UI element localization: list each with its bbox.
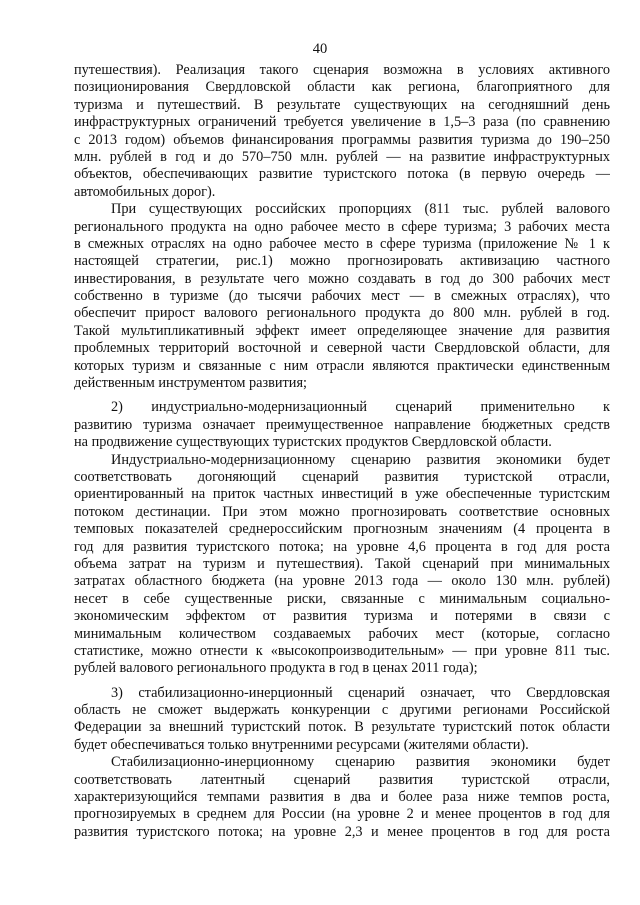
text-line: ориентированный на приток частных инвестиций в уже обеспеченные туристским — [74, 486, 610, 503]
text-line: статистике, можно отнести к «высокопроизводительным» — при уровне 811 тыс. — [74, 642, 610, 659]
text-line: характеризующийся темпами развития в два и более раза ниже темпов роста, — [74, 789, 610, 806]
text-line: минимальным количеством создаваемых рабочих мест (которые, согласно — [74, 625, 610, 642]
text-line: настоящей стратегии, рис.1) можно прогнозировать активизацию частного — [74, 253, 610, 270]
text-line: несет в себе существенные риски, связанные с минимальным социально- — [74, 590, 610, 607]
text-line: затратах областного бюджета (на уровне 2013 года — около 130 млн. рублей) — [74, 573, 610, 590]
paragraph-gap — [74, 678, 610, 685]
paragraph-gap — [74, 392, 610, 399]
page-number: 40 — [312, 41, 328, 57]
paragraph — [74, 62, 610, 201]
text-line: инфраструктурных ограничений требуется увеличение в 1,5–3 раза (по сравнению — [74, 114, 610, 131]
text-line: в смежных отраслях на одно рабочее место в сфере туризма (приложение № 1 к — [74, 235, 610, 252]
paragraph — [74, 399, 610, 451]
text-line: соответствовать догоняющий сценарий развития туристской отрасли, — [74, 468, 610, 485]
text-line: позиционирования Свердловской области как региона, благоприятного для — [74, 79, 610, 96]
text-line: потоком дестинации. При этом можно прогнозировать соответствие основных — [74, 503, 610, 520]
paragraph — [74, 452, 610, 678]
text-line: область не сможет выдержать конкуренции с другими регионами Российской — [74, 702, 610, 719]
text-line: обеспечит прирост валового регионального продукта до 800 млн. рублей в год. — [74, 305, 610, 322]
text-line: рублей валового регионального продукта в год в ценах 2011 года); — [74, 660, 478, 677]
text-line: с 2013 годом) объемов финансирования программы развития туризма до 190–250 — [74, 131, 610, 148]
text-line: прогнозируемых в среднем для России (на уровне 2 и менее процентов в год для — [74, 806, 610, 823]
text-line: объема затрат на туризм и путешествия). Такой сценарий при минимальных — [74, 555, 610, 572]
text-line: Федерации за внешний туристский поток. В результате туристский поток области — [74, 719, 610, 736]
paragraph — [74, 201, 610, 392]
text-line: которых туризм и связанные с ним отрасли являются практически единственным — [74, 357, 610, 374]
text-line: темповых показателей среднероссийским прогнозным значениям (4 процента в — [74, 521, 610, 538]
text-line: развитию туризма означает преимущественное направление бюджетных средств — [74, 416, 610, 433]
text-line: соответствовать латентный сценарий развития туристской отрасли, — [74, 771, 610, 788]
paragraph — [74, 754, 610, 841]
text-line: путешествия). Реализация такого сценария возможна в условиях активного — [74, 62, 610, 78]
text-line: Такой мультипликативный эффект имеет определяющее значение для развития — [74, 322, 610, 339]
text-line: туризма и путешествий. В результате существующих на сегодняшний день — [74, 96, 610, 113]
text-line: При существующих российских пропорциях (811 тыс. рублей валового — [111, 201, 610, 218]
text-line: автомобильных дорог). — [74, 183, 216, 200]
text-line: год для развития туристского потока; на уровне 4,6 процента в год для роста — [74, 538, 610, 555]
text-line: экономическим эффектом от развития туризма и потерями в связи с — [74, 608, 610, 625]
text-line: проблемных территорий восточной и северной части Свердловской области, для — [74, 340, 610, 357]
text-line: на продвижение существующих туристских продуктов Свердловской области. — [74, 434, 552, 451]
text-line: собственно в туризме (до тысячи рабочих мест — в смежных отраслях), что — [74, 288, 610, 305]
text-line: Стабилизационно-инерционному сценарию развития экономики будет — [111, 754, 610, 771]
text-line: развития туристского потока; на уровне 2,3 и менее процентов в год для роста — [74, 823, 610, 840]
text-line: 2) индустриально-модернизационный сценарий применительно к — [111, 399, 610, 416]
text-line: млн. рублей в год и до 570–750 млн. рублей — на развитие инфраструктурных — [74, 148, 610, 165]
text-line: действенным инструментом развития; — [74, 375, 307, 392]
document-body — [74, 62, 610, 841]
text-line: объектов, обеспечивающих развитие туристского потока (в первую очередь — — [74, 166, 610, 183]
text-line: Индустриально-модернизационному сценарию развития экономики будет — [111, 451, 610, 468]
text-line: регионального продукта на одно рабочее место в сфере туризма; 3 рабочих места — [74, 218, 610, 235]
paragraph — [74, 685, 610, 755]
text-line: инвестирования, в результате чего можно создавать в год до 300 рабочих мест — [74, 270, 610, 287]
text-line: 3) стабилизационно-инерционный сценарий означает, что Свердловская — [111, 684, 610, 701]
text-line: будет обеспечиваться только внутренними ресурсами (жителями области). — [74, 736, 529, 753]
